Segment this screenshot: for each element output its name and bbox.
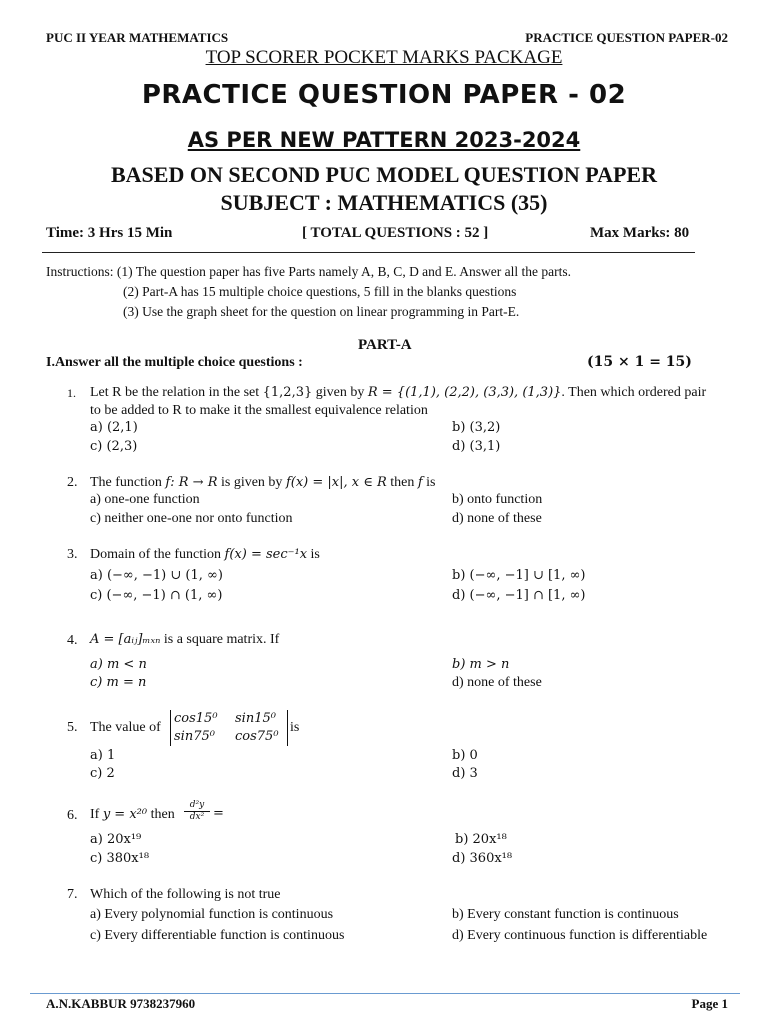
footer-divider <box>30 993 740 994</box>
q1-option-c: c) (2,3) <box>90 439 138 454</box>
q4-option-a: a) m < n <box>90 657 147 672</box>
q1-text-line2: to be added to R to make it the smallest equivalence relation <box>90 403 428 418</box>
part-heading: I.Answer all the multiple choice questions : <box>46 355 303 370</box>
q5-text-a: The value of <box>90 720 161 735</box>
q4-text: A = [aᵢⱼ]ₘₓₙ is a square matrix. If <box>90 632 280 647</box>
det-r2c1: sin75⁰ <box>174 729 215 744</box>
q1-option-a: a) (2,1) <box>90 420 138 435</box>
q1-option-d: d) (3,1) <box>452 439 501 454</box>
based-on-title: BASED ON SECOND PUC MODEL QUESTION PAPER <box>111 162 657 187</box>
q4-option-c: c) m = n <box>90 675 147 690</box>
footer-author: A.N.KABBUR 9738237960 <box>46 996 196 1011</box>
q7-option-c: c) Every differentiable function is continuous <box>90 928 345 943</box>
q3-text: Domain of the function f(x) = sec⁻¹x is <box>90 547 320 562</box>
q6-option-a: a) 20x¹⁹ <box>90 832 142 847</box>
package-title: TOP SCORER POCKET MARKS PACKAGE <box>205 47 563 68</box>
q2-number: 2. <box>67 475 78 490</box>
q5-determinant <box>170 710 288 746</box>
q3-option-a: a) (−∞, −1) ∪ (1, ∞) <box>90 568 223 583</box>
q6-fraction <box>184 800 210 823</box>
q1-text: Let R be the relation in the set {1,2,3} given by R = {(1,1), (2,2), (3,3), (1,3)}. Then which ordered pair <box>90 385 707 400</box>
q5-number: 5. <box>67 720 78 735</box>
det-r1c2: sin15⁰ <box>235 711 276 726</box>
q6-option-b: b) 20x¹⁸ <box>455 832 507 847</box>
time-label: Time: 3 Hrs 15 Min <box>46 225 173 241</box>
q5-option-c: c) 2 <box>90 766 115 781</box>
q3-option-b: b) (−∞, −1] ∪ [1, ∞) <box>452 568 586 583</box>
det-r1c1: cos15⁰ <box>174 711 218 726</box>
part-title: PART-A <box>358 337 412 353</box>
q6-option-d: d) 360x¹⁸ <box>452 851 513 866</box>
header-right: PRACTICE QUESTION PAPER-02 <box>525 30 728 45</box>
divider <box>42 252 695 253</box>
q6-number: 6. <box>67 808 78 823</box>
pattern-title: AS PER NEW PATTERN 2023-2024 <box>187 128 581 152</box>
q2-option-c: c) neither one-one nor onto function <box>90 511 293 526</box>
q1-number: 1. <box>67 386 76 400</box>
q5-option-b: b) 0 <box>452 748 478 763</box>
q5-option-a: a) 1 <box>90 748 116 763</box>
total-questions: [ TOTAL QUESTIONS : 52 ] <box>302 225 489 241</box>
q1-option-b: b) (3,2) <box>452 420 501 435</box>
instruction-1: Instructions: (1) The question paper has five Parts namely A, B, C, D and E. Answer all the parts. <box>46 264 572 279</box>
q2-option-a: a) one-one function <box>90 492 200 507</box>
q7-option-a: a) Every polynomial function is continuous <box>90 907 334 922</box>
subject-title: SUBJECT : MATHEMATICS (35) <box>220 190 548 215</box>
q3-option-d: d) (−∞, −1] ∩ [1, ∞) <box>452 588 586 603</box>
frac-denominator: dx² <box>189 812 205 822</box>
part-marks: (15 × 1 = 15) <box>587 354 692 370</box>
q2-option-d: d) none of these <box>452 511 542 526</box>
paper-title: PRACTICE QUESTION PAPER - 02 <box>141 80 627 110</box>
q4-option-d: d) none of these <box>452 675 542 690</box>
q2-option-b: b) onto function <box>452 492 543 507</box>
instruction-2: (2) Part-A has 15 multiple choice questions, 5 fill in the blanks questions <box>123 284 517 299</box>
page-number: Page 1 <box>691 996 728 1011</box>
q7-text: Which of the following is not true <box>90 887 281 902</box>
q6-text: If y = x²⁰ then <box>90 807 175 822</box>
q4-number: 4. <box>67 633 78 648</box>
max-marks: Max Marks: 80 <box>590 225 690 241</box>
q7-number: 7. <box>67 887 78 902</box>
q3-number: 3. <box>67 547 78 562</box>
q4-option-b: b) m > n <box>452 657 510 672</box>
q3-option-c: c) (−∞, −1) ∩ (1, ∞) <box>90 588 223 603</box>
frac-numerator: d²y <box>184 800 210 812</box>
det-r2c2: cos75⁰ <box>235 729 279 744</box>
q6-option-c: c) 380x¹⁸ <box>90 851 150 866</box>
header-left: PUC II YEAR MATHEMATICS <box>46 30 229 45</box>
q2-text: The function f: R → R is given by f(x) = |x|, x ∈ R then f is <box>90 475 436 490</box>
q7-option-d: d) Every continuous function is differentiable <box>452 928 708 943</box>
instruction-3: (3) Use the graph sheet for the question on linear programming in Part-E. <box>123 304 520 319</box>
q6-equals: = <box>213 806 224 821</box>
q5-option-d: d) 3 <box>452 766 478 781</box>
q7-option-b: b) Every constant function is continuous <box>452 907 679 922</box>
q5-text-b: is <box>290 720 300 735</box>
